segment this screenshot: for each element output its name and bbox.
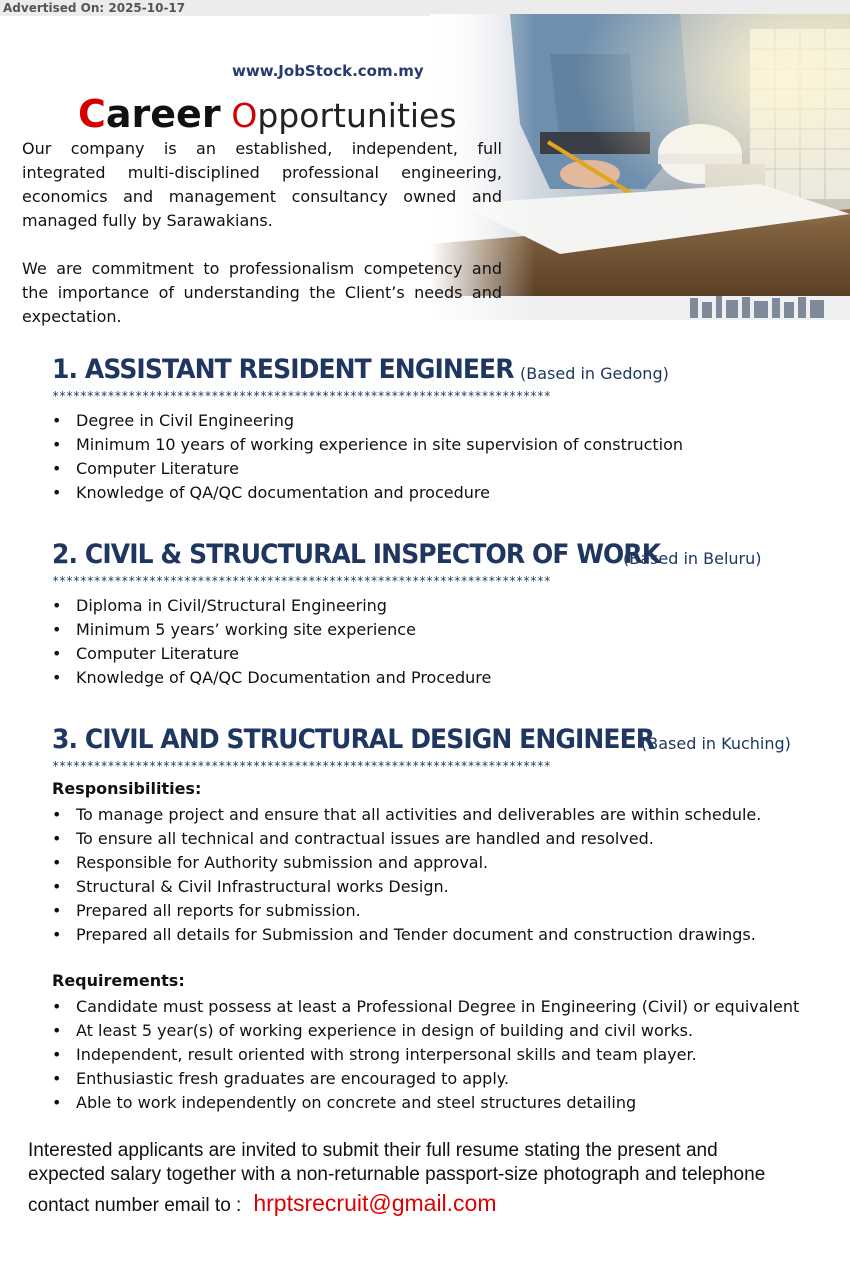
list-item: • Responsible for Authority submission and approval. bbox=[52, 851, 761, 875]
list-item: • Knowledge of QA/QC Documentation and Procedure bbox=[52, 666, 491, 690]
job-title-2: 2. CIVIL & STRUCTURAL INSPECTOR OF WORK bbox=[52, 538, 661, 570]
title-opportunities-initial: O bbox=[231, 96, 258, 135]
job-2-list bbox=[52, 594, 491, 690]
contact-email-link[interactable]: hrptsrecruit@gmail.com bbox=[253, 1190, 497, 1216]
list-item: • Computer Literature bbox=[52, 457, 683, 481]
website-url: www.JobStock.com.my bbox=[232, 62, 424, 80]
title-career-initial: C bbox=[78, 92, 106, 136]
list-item: • Prepared all reports for submission. bbox=[52, 899, 761, 923]
list-item: • At least 5 year(s) of working experience in design of building and civil works. bbox=[52, 1019, 799, 1043]
separator-3: ************************************************************************ bbox=[52, 759, 551, 773]
list-item: • Structural & Civil Infrastructural works Design. bbox=[52, 875, 761, 899]
page-title bbox=[78, 92, 457, 136]
job-title-3: 3. CIVIL AND STRUCTURAL DESIGN ENGINEER bbox=[52, 723, 655, 755]
requirements-list bbox=[52, 995, 799, 1115]
cta-line-3-row bbox=[28, 1191, 828, 1218]
intro-paragraph-1: Our company is an established, independent, full integrated multi-disciplined professional engineering, economics and management consultancy owned and managed fully by Sarawakians. bbox=[22, 139, 502, 230]
cta-line-1: Interested applicants are invited to submit their full resume stating the present and bbox=[28, 1140, 718, 1161]
job-location-3: (Based in Kuching) bbox=[641, 734, 791, 753]
title-career-rest: areer bbox=[105, 92, 221, 136]
job-1-list bbox=[52, 409, 683, 505]
list-item: • Knowledge of QA/QC documentation and procedure bbox=[52, 481, 683, 505]
list-item: • Minimum 5 years’ working site experience bbox=[52, 618, 491, 642]
list-item: • Computer Literature bbox=[52, 642, 491, 666]
cta-line-3: contact number email to : bbox=[28, 1195, 242, 1216]
job-location-1: (Based in Gedong) bbox=[520, 364, 669, 383]
list-item: • Diploma in Civil/Structural Engineering bbox=[52, 594, 491, 618]
list-item: • To manage project and ensure that all activities and deliverables are within schedule. bbox=[52, 803, 761, 827]
list-item: • Prepared all details for Submission and Tender document and construction drawings. bbox=[52, 923, 761, 947]
title-opportunities-rest: pportunities bbox=[257, 96, 457, 135]
requirements-heading: Requirements: bbox=[52, 971, 185, 990]
separator-1: ************************************************************************ bbox=[52, 389, 551, 403]
job-location-2: (Based in Beluru) bbox=[623, 549, 762, 568]
intro-paragraph-2: We are commitment to professionalism competency and the importance of understanding the Client’s needs and expectation. bbox=[22, 259, 502, 326]
list-item: • Able to work independently on concrete and steel structures detailing bbox=[52, 1091, 799, 1115]
list-item: • Candidate must possess at least a Professional Degree in Engineering (Civil) or equivalent bbox=[52, 995, 799, 1019]
list-item: • Minimum 10 years of working experience in site supervision of construction bbox=[52, 433, 683, 457]
list-item: • Independent, result oriented with strong interpersonal skills and team player. bbox=[52, 1043, 799, 1067]
application-instructions bbox=[28, 1139, 828, 1218]
responsibilities-heading: Responsibilities: bbox=[52, 779, 202, 798]
list-item: • Degree in Civil Engineering bbox=[52, 409, 683, 433]
cta-line-2: expected salary together with a non-returnable passport-size photograph and telephone bbox=[28, 1164, 766, 1185]
list-item: • Enthusiastic fresh graduates are encouraged to apply. bbox=[52, 1067, 799, 1091]
advertised-date: Advertised On: 2025-10-17 bbox=[3, 1, 186, 15]
job-title-1: 1. ASSISTANT RESIDENT ENGINEER bbox=[52, 353, 514, 385]
list-item: • To ensure all technical and contractual issues are handled and resolved. bbox=[52, 827, 761, 851]
separator-2: ************************************************************************ bbox=[52, 574, 551, 588]
responsibilities-list bbox=[52, 803, 761, 947]
